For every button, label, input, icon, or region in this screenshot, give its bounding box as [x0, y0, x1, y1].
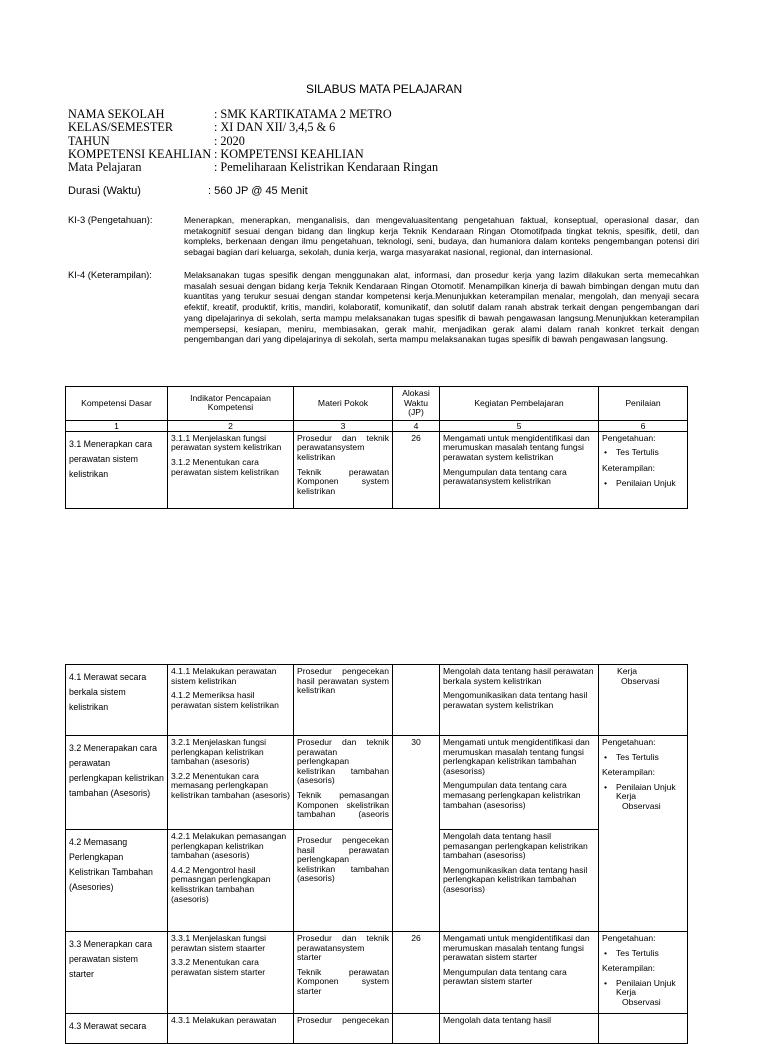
penilaian-bullet [602, 479, 684, 489]
materi-cell [294, 830, 393, 932]
penilaian-heading: Pengetahuan: [602, 432, 656, 443]
kegiatan-item: Mengumpulan data tentang cara perawtan sistem starter [443, 966, 567, 987]
info-label: TAHUN [68, 133, 110, 148]
table-row [66, 932, 688, 1014]
table-header-row [66, 387, 688, 421]
info-value: : Pemeliharaan Kelistrikan Kendaraan Ringan [214, 160, 439, 175]
jp-cell: 30 [393, 736, 440, 830]
indikator-cell [168, 736, 294, 830]
indikator-item: 4.2.1 Melakukan pemasangan perlengkapan kelistrikan tambahan (asesoris) [171, 831, 287, 861]
penilaian-cell [599, 665, 688, 736]
penilaian-heading: Keterampilan: [602, 462, 656, 473]
kd-cell: 3.3 Menerapkan cara perawatan sistem starter [66, 932, 168, 1014]
info-row-competency [68, 148, 438, 161]
duration [68, 185, 308, 197]
penilaian-item: Tes Tertulis [616, 947, 659, 958]
penilaian-bullet [602, 783, 684, 802]
kegiatan-item: Mengamati untuk mengidentifikasi dan merumuskan masalah tentang fungsi perawatan sistem starter [443, 933, 590, 963]
info-value: : KOMPETENSI KEAHLIAN [214, 146, 364, 161]
ki3-text: Menerapkan, menerapkan, menganalisis, dan mengevaluasitentang pengetahuan faktual, konseptual, operasional dasar, dan metakognitif sesuai dengan bidang dan lingkup kerja Teknik Kendaraan Ringan Otomotifpada tingkat teknis, spesifik, detil, dan kompleks, berkenaan dengan ilmu pengetahuan, teknologi, seni, budaya, dan humaniora dalam konteks pengembangan potensi diri sebagai bagian dari keluarga, sekolah, dunia kerja, warga masyarakat nasional, regional, dan internasional. [184, 215, 699, 258]
kegiatan-item: Mengolah data tentang hasil perawatan berkala system kelistrikan [443, 666, 594, 686]
penilaian-cell [599, 1014, 688, 1044]
ki4-text: Melaksanakan tugas spesifik dengan menggunakan alat, informasi, dan prosedur kerja yang lazim dilakukan serta memecahkan masalah sesuai dengan bidang kerja Teknik Kendaraan Ringan Otomotif. Menampilkan kinerja di bawah bimbingan dengan mutu dan kuantitas yang terukur sesuai dengan standar kompetensi kerja.Menunjukkan keterampilan menalar, mengolah, dan menyaji secara efektif, kreatif, produktif, kritis, mandiri, kolaboratif, komunikatif, dan solutif dalam ranah abstrak terkait dengan pengembangan dari yang dipelajarinya di sekolah, serta mampu melaksanakan tugas spesifik di bawah pengawasan langsung.Menunjukkan keterampilan mempersepsi, kesiapan, meniru, membiasakan, gerak mahir, menjadikan gerak alami dalam ranah konkret terkait dengan pengembangan dari yang dipelajarinya di sekolah, serta mampu melaksanakan tugas spesifik di bawah pengawasan langsung. [184, 270, 699, 345]
jp-cell [393, 830, 440, 932]
header-num: 5 [440, 420, 599, 431]
table-row [66, 736, 688, 830]
penilaian-item: Penilaian Unjuk Kerja [616, 977, 676, 998]
school-info [68, 108, 438, 174]
penilaian-heading: Keterampilan: [602, 963, 656, 974]
penilaian-cell [599, 932, 688, 1014]
info-value: : XI DAN XII/ 3,4,5 & 6 [214, 120, 336, 135]
kegiatan-item: Mengolah data tentang hasil [443, 1015, 551, 1025]
info-row-class [68, 121, 438, 134]
penilaian-item: Penilaian Unjuk [616, 477, 676, 488]
info-value: : SMK KARTIKATAMA 2 METRO [214, 107, 392, 121]
materi-item: Teknik perawatan Komponen system starter [297, 966, 389, 996]
bullet-icon: • [604, 781, 608, 792]
penilaian-bullet [602, 448, 684, 458]
penilaian-bullet [602, 949, 684, 959]
penilaian-item: Penilaian Unjuk Kerja [616, 781, 676, 802]
penilaian-bullet [602, 753, 684, 763]
header-num: 1 [66, 420, 168, 431]
penilaian-item: Kerja [617, 666, 638, 676]
indikator-item: 3.2.1 Menjelaskan fungsi perlengkapan kelistrikan tambahan (asesoris) [171, 737, 267, 767]
penilaian-cell [599, 736, 688, 830]
kegiatan-cell [440, 431, 599, 508]
info-label: KOMPETENSI KEAHLIAN [68, 146, 212, 161]
kd-cell: 4.3 Merawat secara [66, 1014, 168, 1044]
header-num: 2 [168, 420, 294, 431]
info-label: KELAS/SEMESTER [68, 120, 173, 135]
duration-label: Durasi (Waktu) [68, 185, 141, 197]
kegiatan-item: Mengolah data tentang hasil pemasangan perlengkapan kelistrikan tambahan (asesoriss) [443, 831, 588, 861]
penilaian-item: Observasi [622, 996, 661, 1007]
indikator-item: 3.1.2 Menentukan cara perawatan sistem kelistrikan [171, 456, 279, 477]
header-num: 6 [599, 420, 688, 431]
bullet-icon: • [604, 447, 608, 458]
penilaian-item: Tes Tertulis [616, 447, 659, 458]
materi-cell [294, 665, 393, 736]
penilaian-bullet [602, 979, 684, 998]
materi-item: Prosedur pengecekan [297, 1015, 389, 1025]
materi-item: Prosedur dan teknik perawatan perlengkapan kelistrikan tambahan (asesoris) [297, 737, 389, 786]
info-label: Mata Pelajaran [68, 160, 142, 175]
materi-item: Prosedur pengecekan hasil perawatan system kelistrikan [297, 666, 389, 696]
indikator-cell [168, 1014, 294, 1044]
kegiatan-cell [440, 932, 599, 1014]
penilaian-cell [599, 830, 688, 932]
indikator-item: 4.4.2 Mengontrol hasil pemasngan perlengkapan kelisstrikan tambahan (asesoris) [171, 864, 271, 904]
indikator-item: 4.1.1 Melakukan perawatan sistem kelistrikan [171, 666, 277, 686]
penilaian-item: Observasi [621, 675, 660, 686]
materi-cell [294, 431, 393, 508]
header-materi: Materi Pokok [294, 387, 393, 421]
materi-item: Prosedur dan teknik perawatansystem starter [297, 933, 389, 963]
kd-cell: 4.1 Merawat secara berkala sistem kelistrikan [66, 665, 168, 736]
bullet-icon: • [604, 947, 608, 958]
kegiatan-cell [440, 736, 599, 830]
header-penilaian: Penilaian [599, 387, 688, 421]
info-value: : 2020 [214, 133, 245, 148]
kegiatan-cell [440, 1014, 599, 1044]
kegiatan-item: Mengamati untuk mengidentifikasi dan merumuskan masalah tentang fungsi perawatan system kelistrikan [443, 432, 590, 462]
jp-cell [393, 665, 440, 736]
penilaian-item: Observasi [622, 800, 661, 811]
info-label: NAMA SEKOLAH [68, 107, 165, 121]
indikator-cell [168, 932, 294, 1014]
materi-item: Teknik pemasangan Komponen skelistrikan tambahan (aseoris [297, 789, 389, 820]
ki3-label: KI-3 (Pengetahuan): [68, 214, 153, 225]
header-kegiatan: Kegiatan Pembelajaran [440, 387, 599, 421]
table-row [66, 665, 688, 736]
indikator-item: 4.1.2 Memeriksa hasil perawatan sistem kelistrikan [171, 690, 279, 710]
syllabus-table-1 [65, 386, 688, 509]
ki3-block [68, 215, 699, 258]
kegiatan-item: Mengamati untuk mengidentifikasi dan merumuskan masalah tentang fungsi perlengkapan kelistrikan tambahan (asesoriss) [443, 737, 590, 776]
bullet-icon: • [604, 977, 608, 988]
materi-cell [294, 1014, 393, 1044]
table-row [66, 830, 688, 932]
penilaian-cell [599, 431, 688, 508]
header-alokasi: Alokasi Waktu (JP) [393, 387, 440, 421]
syllabus-table-2 [65, 664, 688, 1044]
indikator-item: 3.2.2 Menentukan cara memasang perlengkapan kelistrikan tambahan (asesoris) [171, 770, 290, 800]
kegiatan-item: Mengomunikasikan data tentang hasil perawatan system kelistrikan [443, 690, 588, 710]
kegiatan-item: Mengumpulan data tentang cara memasang perlengkapan kelistrikan tambahan (asesoriss) [443, 780, 581, 810]
indikator-cell [168, 431, 294, 508]
materi-item: Teknik perawatan Komponen system kelistrikan [297, 466, 389, 496]
table-row [66, 1014, 688, 1044]
kd-cell: 3.2 Menerapakan cara perawatan perlengkapan kelistrikan tambahan (Asesoris) [66, 736, 168, 830]
header-indikator: Indikator Pencapaian Kompetensi [168, 387, 294, 421]
info-row-year [68, 135, 438, 148]
kd-cell: 4.2 Memasang Perlengkapan Kelistrikan Tambahan (Asesories) [66, 830, 168, 932]
materi-item: Prosedur pengecekan hasil perawatan perlengkapan kelistrikan tambahan (asesoris) [297, 835, 389, 884]
materi-item: Prosedur dan teknik perawatansystem kelistrikan [297, 432, 389, 462]
indikator-cell [168, 665, 294, 736]
info-row-school [68, 108, 438, 121]
kegiatan-item: Mengomunikasikan data tentang hasil perlengkapan kelistrikan tambahan (asesoriss) [443, 864, 588, 894]
jp-cell: 26 [393, 932, 440, 1014]
indikator-item: 3.3.2 Menentukan cara perawatan sistem starter [171, 957, 266, 977]
ki4-label: KI-4 (Keterampilan): [68, 269, 152, 280]
materi-cell [294, 736, 393, 830]
jp-cell [393, 1014, 440, 1044]
info-row-subject [68, 161, 438, 174]
bullet-icon: • [604, 751, 608, 762]
penilaian-heading: Pengetahuan: [602, 933, 656, 943]
jp-cell: 26 [393, 431, 440, 508]
table-number-row [66, 420, 688, 431]
indikator-cell [168, 830, 294, 932]
table-row [66, 431, 688, 508]
ki4-block [68, 270, 699, 345]
header-kd: Kompetensi Dasar [66, 387, 168, 421]
bullet-icon: • [604, 477, 608, 488]
penilaian-item: Tes Tertulis [616, 751, 659, 762]
kegiatan-cell [440, 665, 599, 736]
indikator-item: 4.3.1 Melakukan perawatan [171, 1015, 277, 1025]
penilaian-heading: Keterampilan: [602, 767, 656, 778]
page-title: SILABUS MATA PELAJARAN [305, 82, 463, 96]
kegiatan-cell [440, 830, 599, 932]
header-num: 4 [393, 420, 440, 431]
kegiatan-item: Mengumpulan data tentang cara perawatansystem kelistrikan [443, 466, 567, 487]
header-num: 3 [294, 420, 393, 431]
materi-cell [294, 932, 393, 1014]
indikator-item: 3.3.1 Menjelaskan fungsi perawtan sistem staarter [171, 933, 267, 953]
kd-cell: 3.1 Menerapkan cara perawatan sistem kelistrikan [66, 431, 168, 508]
indikator-item: 3.1.1 Menjelaskan fungsi perawatan system kelistrikan [171, 432, 282, 453]
penilaian-heading: Pengetahuan: [602, 737, 656, 747]
duration-value: : 560 JP @ 45 Menit [208, 185, 308, 197]
